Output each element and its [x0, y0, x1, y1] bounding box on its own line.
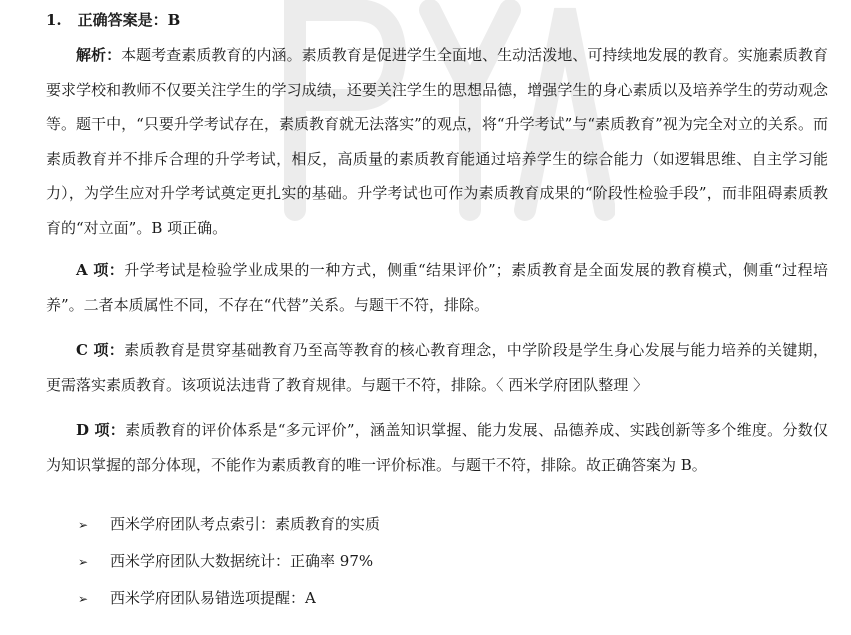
question-number: 1. — [46, 11, 62, 29]
bullet-text-accuracy: 西米学府团队大数据统计：正确率 97% — [110, 552, 374, 570]
summary-list — [78, 513, 380, 624]
answer-heading: 正确答案是：B — [77, 11, 181, 29]
option-a-paragraph — [46, 253, 828, 322]
question-heading — [46, 9, 180, 31]
explanation-text: 本题考查素质教育的内涵。素质教育是促进学生全面地、生动活泼地、可持续地发展的教育。实施素质教育要求学校和教师不仅要关注学生的学习成绩，还要关注学生的思想品德，增强学生的身心素质以及培养学生的劳动观念等。题干中，“只要升学考试存在，素质教育就无法落实”的观点，将“升学考试”与“素质教育”视为完全对立的关系。而素质教育并不排斥合理的升学考试，相反，高质量的素质教育能通过培养学生的综合能力（如逻辑思维、自主学习能力），为学生应对升学考试奠定更扎实的基础。升学考试也可作为素质教育成果的“阶段性检验手段”，而非阻碍素质教育的“对立面”。B 项正确。 — [46, 46, 828, 237]
option-d-paragraph — [46, 413, 828, 482]
list-item — [78, 587, 380, 624]
option-d-lead: D 项： — [76, 421, 126, 439]
bullet-text-kaodian: 西米学府团队考点索引：素质教育的实质 — [110, 515, 381, 533]
explanation-paragraph — [46, 38, 828, 245]
explanation-lead: 解析： — [76, 46, 122, 64]
list-item — [78, 513, 380, 550]
option-d-text: 素质教育的评价体系是“多元评价”，涵盖知识掌握、能力发展、品德养成、实践创新等多个维度。分数仅为知识掌握的部分体现，不能作为素质教育的唯一评价标准。与题干不符，排除。故正确答案为 B。 — [46, 421, 829, 474]
option-a-text: 升学考试是检验学业成果的一种方式，侧重“结果评价”；素质教育是全面发展的教育模式，侧重“过程培养”。二者本质属性不同，不存在“代替”关系。与题干不符，排除。 — [46, 261, 828, 314]
arrow-bullet-icon: ➢ — [78, 555, 89, 569]
list-item — [78, 550, 380, 587]
arrow-bullet-icon: ➢ — [78, 518, 89, 532]
bullet-text-error: 西米学府团队易错选项提醒：A — [110, 589, 316, 607]
option-c-text: 素质教育是贯穿基础教育乃至高等教育的核心教育理念，中学阶段是学生身心发展与能力培养的关键期，更需落实素质教育。该项说法违背了教育规律。与题干不符，排除。〈 西米学府团队整理 〉 — [46, 341, 828, 394]
option-c-lead: C 项： — [76, 341, 125, 359]
option-a-lead: A 项： — [76, 261, 125, 279]
option-c-paragraph — [46, 333, 828, 402]
arrow-bullet-icon: ➢ — [78, 592, 89, 606]
